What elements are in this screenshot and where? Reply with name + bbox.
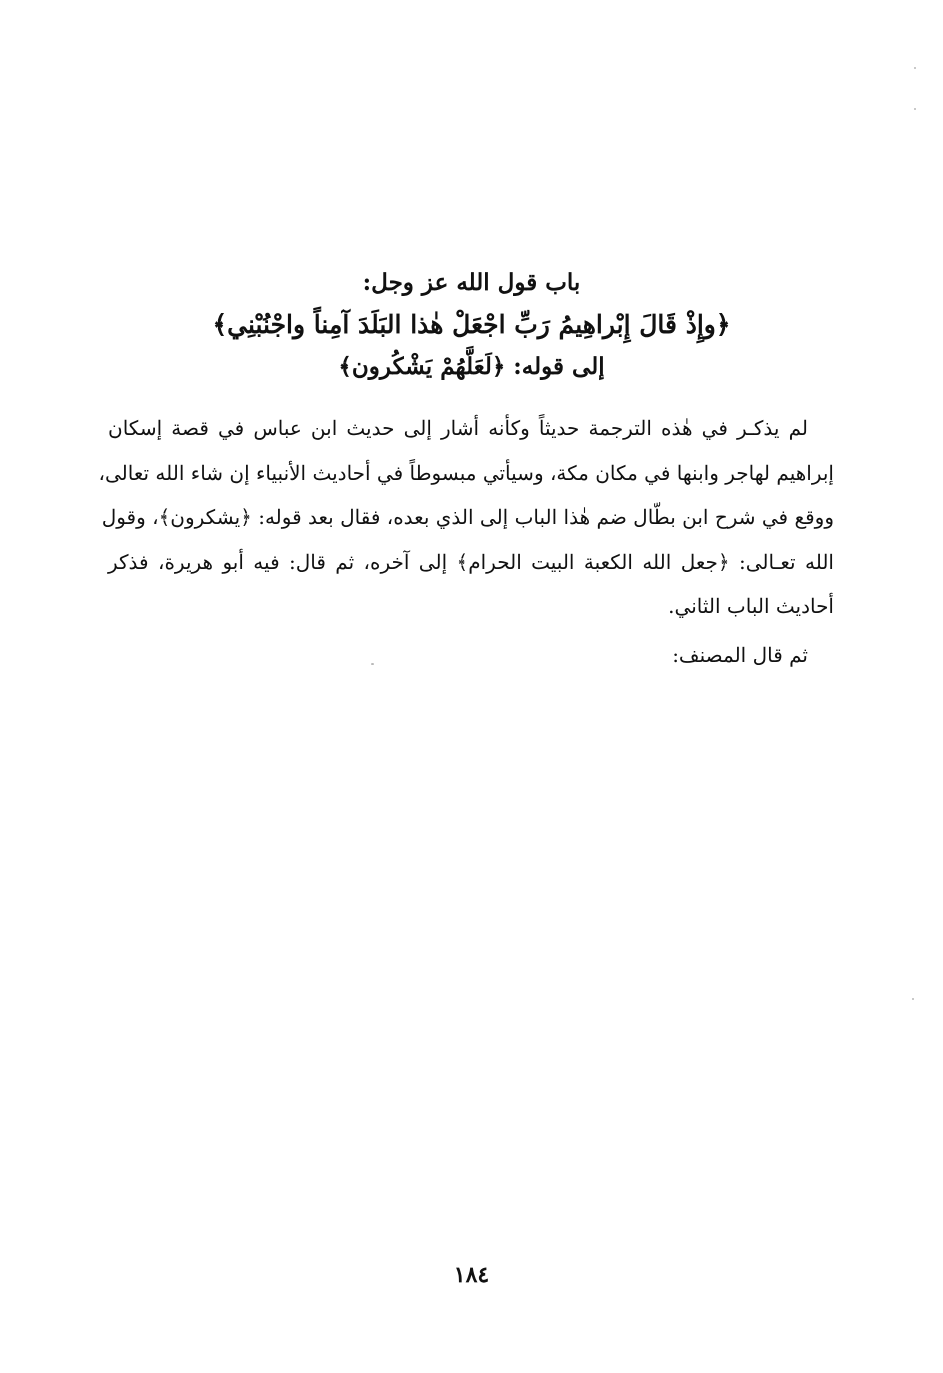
chapter-title: باب قول الله عز وجل: [362, 269, 581, 296]
paragraph-line: ووقع في شرح ابن بطّال ضم هٰذا الباب إلى الذي بعده، فقال بعد قوله: ﴿يشكرون﴾، وقول [101, 505, 834, 529]
paragraph-line: أحاديث الباب الثاني. [668, 594, 834, 618]
verse-continuation: إلى قوله: ﴿لَعَلَّهُمْ يَشْكُرون﴾ [338, 353, 605, 380]
scan-speck [914, 67, 916, 69]
scan-speck [371, 663, 374, 665]
paragraph-line: لم يذكـر في هٰذه الترجمة حديثاً وكأنه أشار إلى حديث ابن عباس في قصة إسكان [108, 416, 808, 440]
page-number: ١٨٤ [453, 1262, 490, 1288]
quran-verse: ﴿وإِذْ قَالَ إِبْراهِيمُ رَبِّ اجْعَلْ هٰذا البَلَدَ آمِناً واجْنُبْنِي﴾ [212, 310, 731, 339]
paragraph-line: الله تعـالى: ﴿جعل الله الكعبة البيت الحرام﴾ إلى آخره، ثم قال: فيه أبو هريرة، فذكر [108, 549, 834, 574]
closing-line: ثم قال المصنف: [672, 642, 808, 667]
paragraph-line: إبراهيم لهاجر وابنها في مكان مكة، وسيأتي مبسوطاً في أحاديث الأنبياء إن شاء الله تعالى، [98, 460, 834, 485]
scan-speck [914, 108, 916, 110]
scan-speck [912, 998, 914, 1000]
chapter-heading [100, 262, 843, 388]
commentary-paragraph [98, 406, 834, 677]
